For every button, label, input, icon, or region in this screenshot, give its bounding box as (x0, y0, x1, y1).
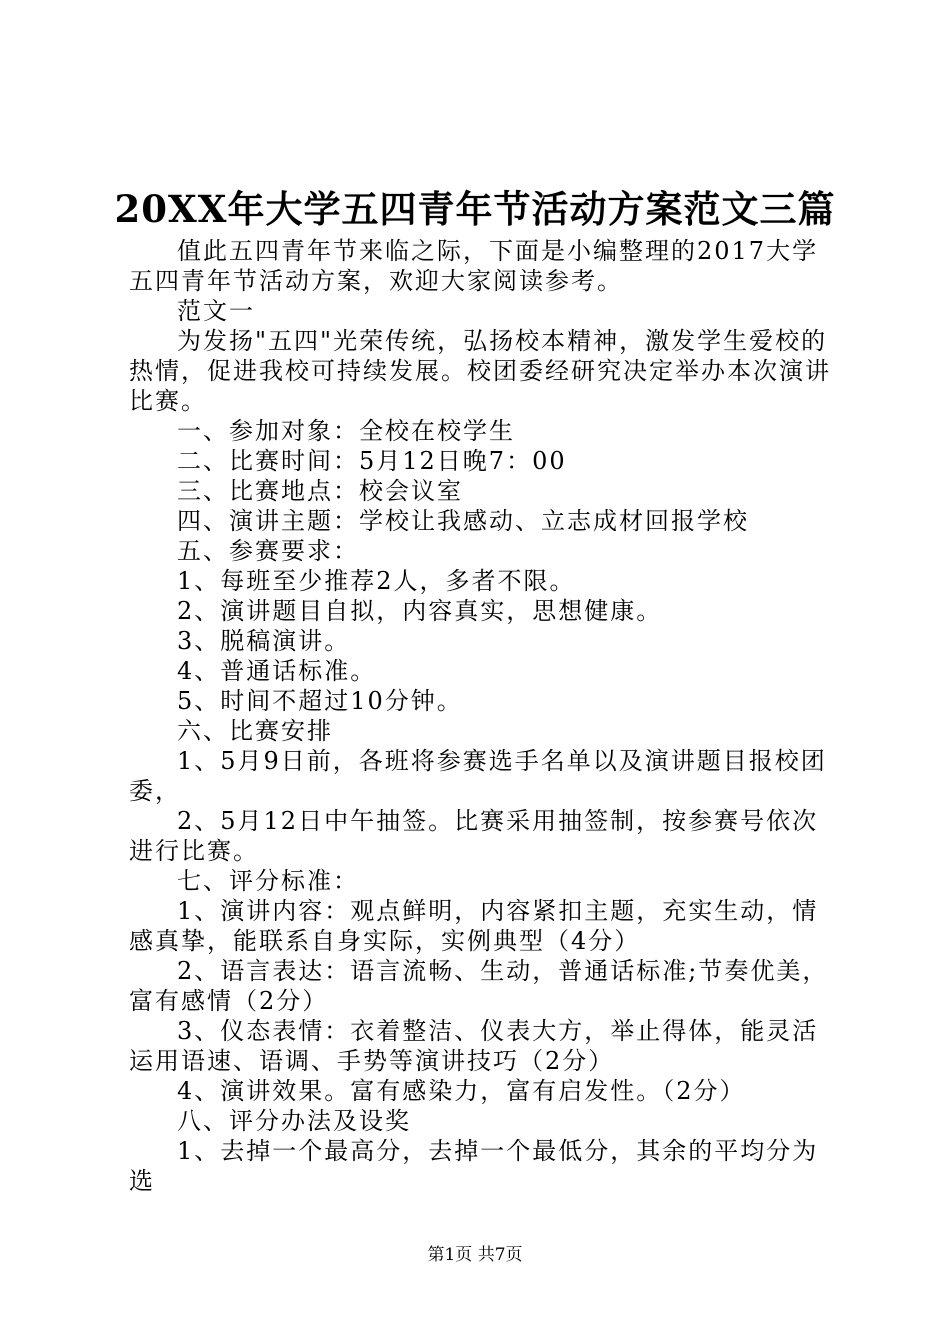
list-item: 五、参赛要求： (177, 537, 359, 565)
list-item: 二、比赛时间：5月12日晚7：00 (177, 447, 567, 475)
list-item: 2、演讲题目自拟，内容真实，思想健康。 (177, 597, 663, 625)
list-item: 5、时间不超过10分钟。 (177, 687, 463, 715)
list-item: 2、语言表达：语言流畅、生动，普通话标准;节奏优美，富有感情（2分） (129, 957, 829, 1015)
list-item: 六、比赛安排 (177, 717, 333, 745)
document-title: 20XX年大学五四青年节活动方案范文三篇 (114, 187, 836, 231)
list-item: 七、评分标准： (177, 867, 359, 895)
list-item: 八、评分办法及设奖 (177, 1107, 411, 1135)
list-item: 1、每班至少推荐2人，多者不限。 (177, 567, 576, 595)
list-item: 三、比赛地点：校会议室 (177, 477, 463, 505)
list-item: 3、仪态表情：衣着整洁、仪表大方，举止得体，能灵活运用语速、语调、手势等演讲技巧（2分） (129, 1017, 819, 1075)
list-item: 4、演讲效果。富有感染力，富有启发性。（2分） (177, 1077, 746, 1105)
section-heading: 范文一 (177, 297, 255, 325)
list-item: 1、去掉一个最高分，去掉一个最低分，其余的平均分为选 (129, 1137, 819, 1195)
body-paragraph: 为发扬"五四"光荣传统，弘扬校本精神，激发学生爱校的热情，促进我校可持续发展。校团委经研究决定举办本次演讲比赛。 (129, 327, 831, 415)
document-body (129, 236, 831, 1196)
list-item: 2、5月12日中午抽签。比赛采用抽签制，按参赛号依次进行比赛。 (129, 807, 819, 865)
list-item: 3、脱稿演讲。 (177, 627, 351, 655)
list-item: 1、演讲内容：观点鲜明，内容紧扣主题，充实生动，情感真挚，能联系自身实际，实例典型（4分） (129, 897, 819, 955)
list-item: 一、参加对象：全校在校学生 (177, 417, 515, 445)
page-indicator: 第1页 共7页 (427, 1245, 523, 1265)
list-item: 4、普通话标准。 (177, 657, 377, 685)
list-item: 1、5月9日前，各班将参赛选手名单以及演讲题目报校团委， (129, 747, 827, 805)
list-item: 四、演讲主题：学校让我感动、立志成材回报学校 (177, 507, 749, 535)
intro-paragraph: 值此五四青年节来临之际，下面是小编整理的2017大学五四青年节活动方案，欢迎大家阅读参考。 (129, 237, 819, 295)
